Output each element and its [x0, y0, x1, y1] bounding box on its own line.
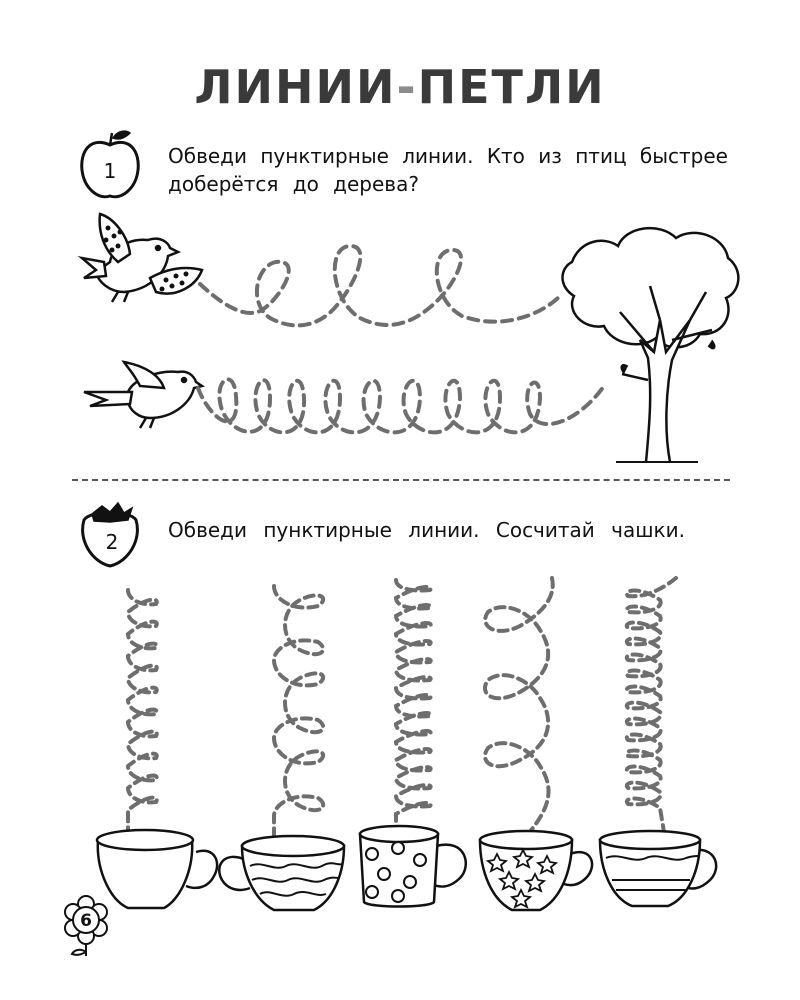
dashed-path-bottom — [198, 379, 604, 432]
bird-icon — [84, 362, 202, 428]
cup-4 — [480, 831, 592, 910]
dashed-path-top — [200, 246, 560, 326]
tree-icon — [563, 228, 739, 462]
title-dash: - — [396, 60, 418, 114]
task2-number: 2 — [105, 530, 119, 554]
task1-text-line2: доберётся до дерева? — [168, 172, 419, 196]
cup-3 — [360, 826, 466, 907]
task2-instruction: Обведи пунктирные линии. Сосчитай чашки. — [168, 518, 685, 542]
trail-5 — [627, 578, 676, 832]
trail-4 — [485, 578, 553, 834]
trail-1 — [128, 590, 157, 836]
spotted-bird-icon — [82, 214, 202, 302]
title-part-1: ЛИНИИ — [194, 60, 397, 114]
page-number: 6 — [80, 911, 92, 931]
cup-1 — [97, 830, 217, 908]
task1-text-line1: Обведи пунктирные линии. Кто из птиц быстрее — [168, 144, 728, 168]
trail-3 — [396, 580, 431, 834]
cup-2 — [219, 836, 344, 910]
cup-5 — [600, 831, 716, 906]
cup-trails — [128, 578, 676, 836]
trail-2 — [274, 586, 323, 836]
task1-number: 1 — [103, 159, 117, 183]
title-part-2: ПЕТЛИ — [417, 60, 606, 114]
